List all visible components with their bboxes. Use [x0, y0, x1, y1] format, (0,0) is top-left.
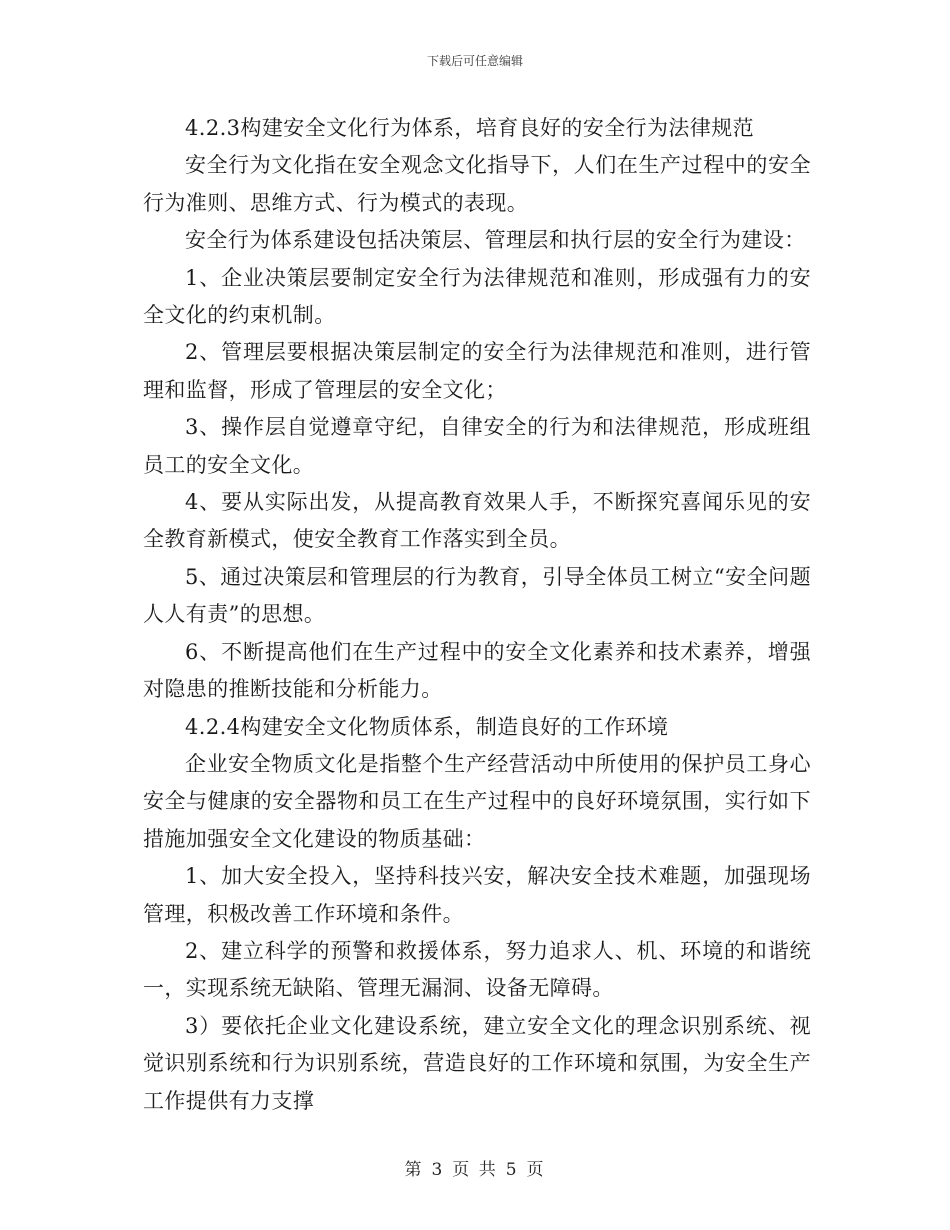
footer-suffix: 页	[526, 1160, 546, 1180]
list-item: 2、建立科学的预警和救援体系，努力追求人、机、环境的和谐统一，实现系统无缺陷、管理无漏洞、设备无障碍。	[143, 938, 811, 1001]
list-item: 5、通过决策层和管理层的行为教育，引导全体员工树立“安全问题人人有责”的思想。	[143, 564, 811, 627]
footer-middle: 页 共	[452, 1160, 498, 1180]
current-page-number: 3	[431, 1160, 445, 1180]
list-item: 4、要从实际出发，从提高教育效果人手，不断探究喜闻乐见的安全教育新模式，使安全教育工作落实到全员。	[143, 490, 811, 552]
list-item: 1、加大安全投入，坚持科技兴安，解决安全技术难题，加强现场管理，积极改善工作环境和条件。	[143, 864, 811, 926]
header-text: 下载后可任意编辑	[426, 54, 523, 68]
paragraph: 企业安全物质文化是指整个生产经营活动中所使用的保护员工身心安全与健康的安全器物和员工在生产过程中的良好环境氛围，实行如下措施加强安全文化建设的物质基础：	[143, 751, 811, 851]
footer-prefix: 第	[404, 1160, 424, 1180]
list-item: 1、企业决策层要制定安全行为法律规范和准则，形成强有力的安全文化的约束机制。	[143, 265, 811, 328]
list-item: 3）要依托企业文化建设系统，建立安全文化的理念识别系统、视觉识别系统和行为识别系统，营造良好的工作环境和氛围，为安全生产工作提供有力支撑	[143, 1013, 811, 1113]
page-footer	[0, 1155, 950, 1180]
paragraph: 安全行为文化指在安全观念文化指导下，人们在生产过程中的安全行为准则、思维方式、行为模式的表现。	[143, 153, 811, 215]
list-item: 3、操作层自觉遵章守纪，自律安全的行为和法律规范，形成班组员工的安全文化。	[143, 415, 811, 477]
page-header	[0, 52, 950, 69]
list-item: 6、不断提高他们在生产过程中的安全文化素养和技术素养，增强对隐患的推断技能和分析能力。	[143, 639, 811, 702]
total-pages-number: 5	[505, 1160, 519, 1180]
section-heading-4-2-4: 4.2.4构建安全文化物质体系，制造良好的工作环境	[185, 714, 669, 739]
list-item: 2、管理层要根据决策层制定的安全行为法律规范和准则，进行管理和监督，形成了管理层的安全文化；	[143, 340, 811, 402]
paragraph: 安全行为体系建设包括决策层、管理层和执行层的安全行为建设：	[185, 228, 806, 253]
section-heading-4-2-3: 4.2.3构建安全文化行为体系，培育良好的安全行为法律规范	[185, 116, 755, 140]
document-body	[143, 110, 811, 1120]
